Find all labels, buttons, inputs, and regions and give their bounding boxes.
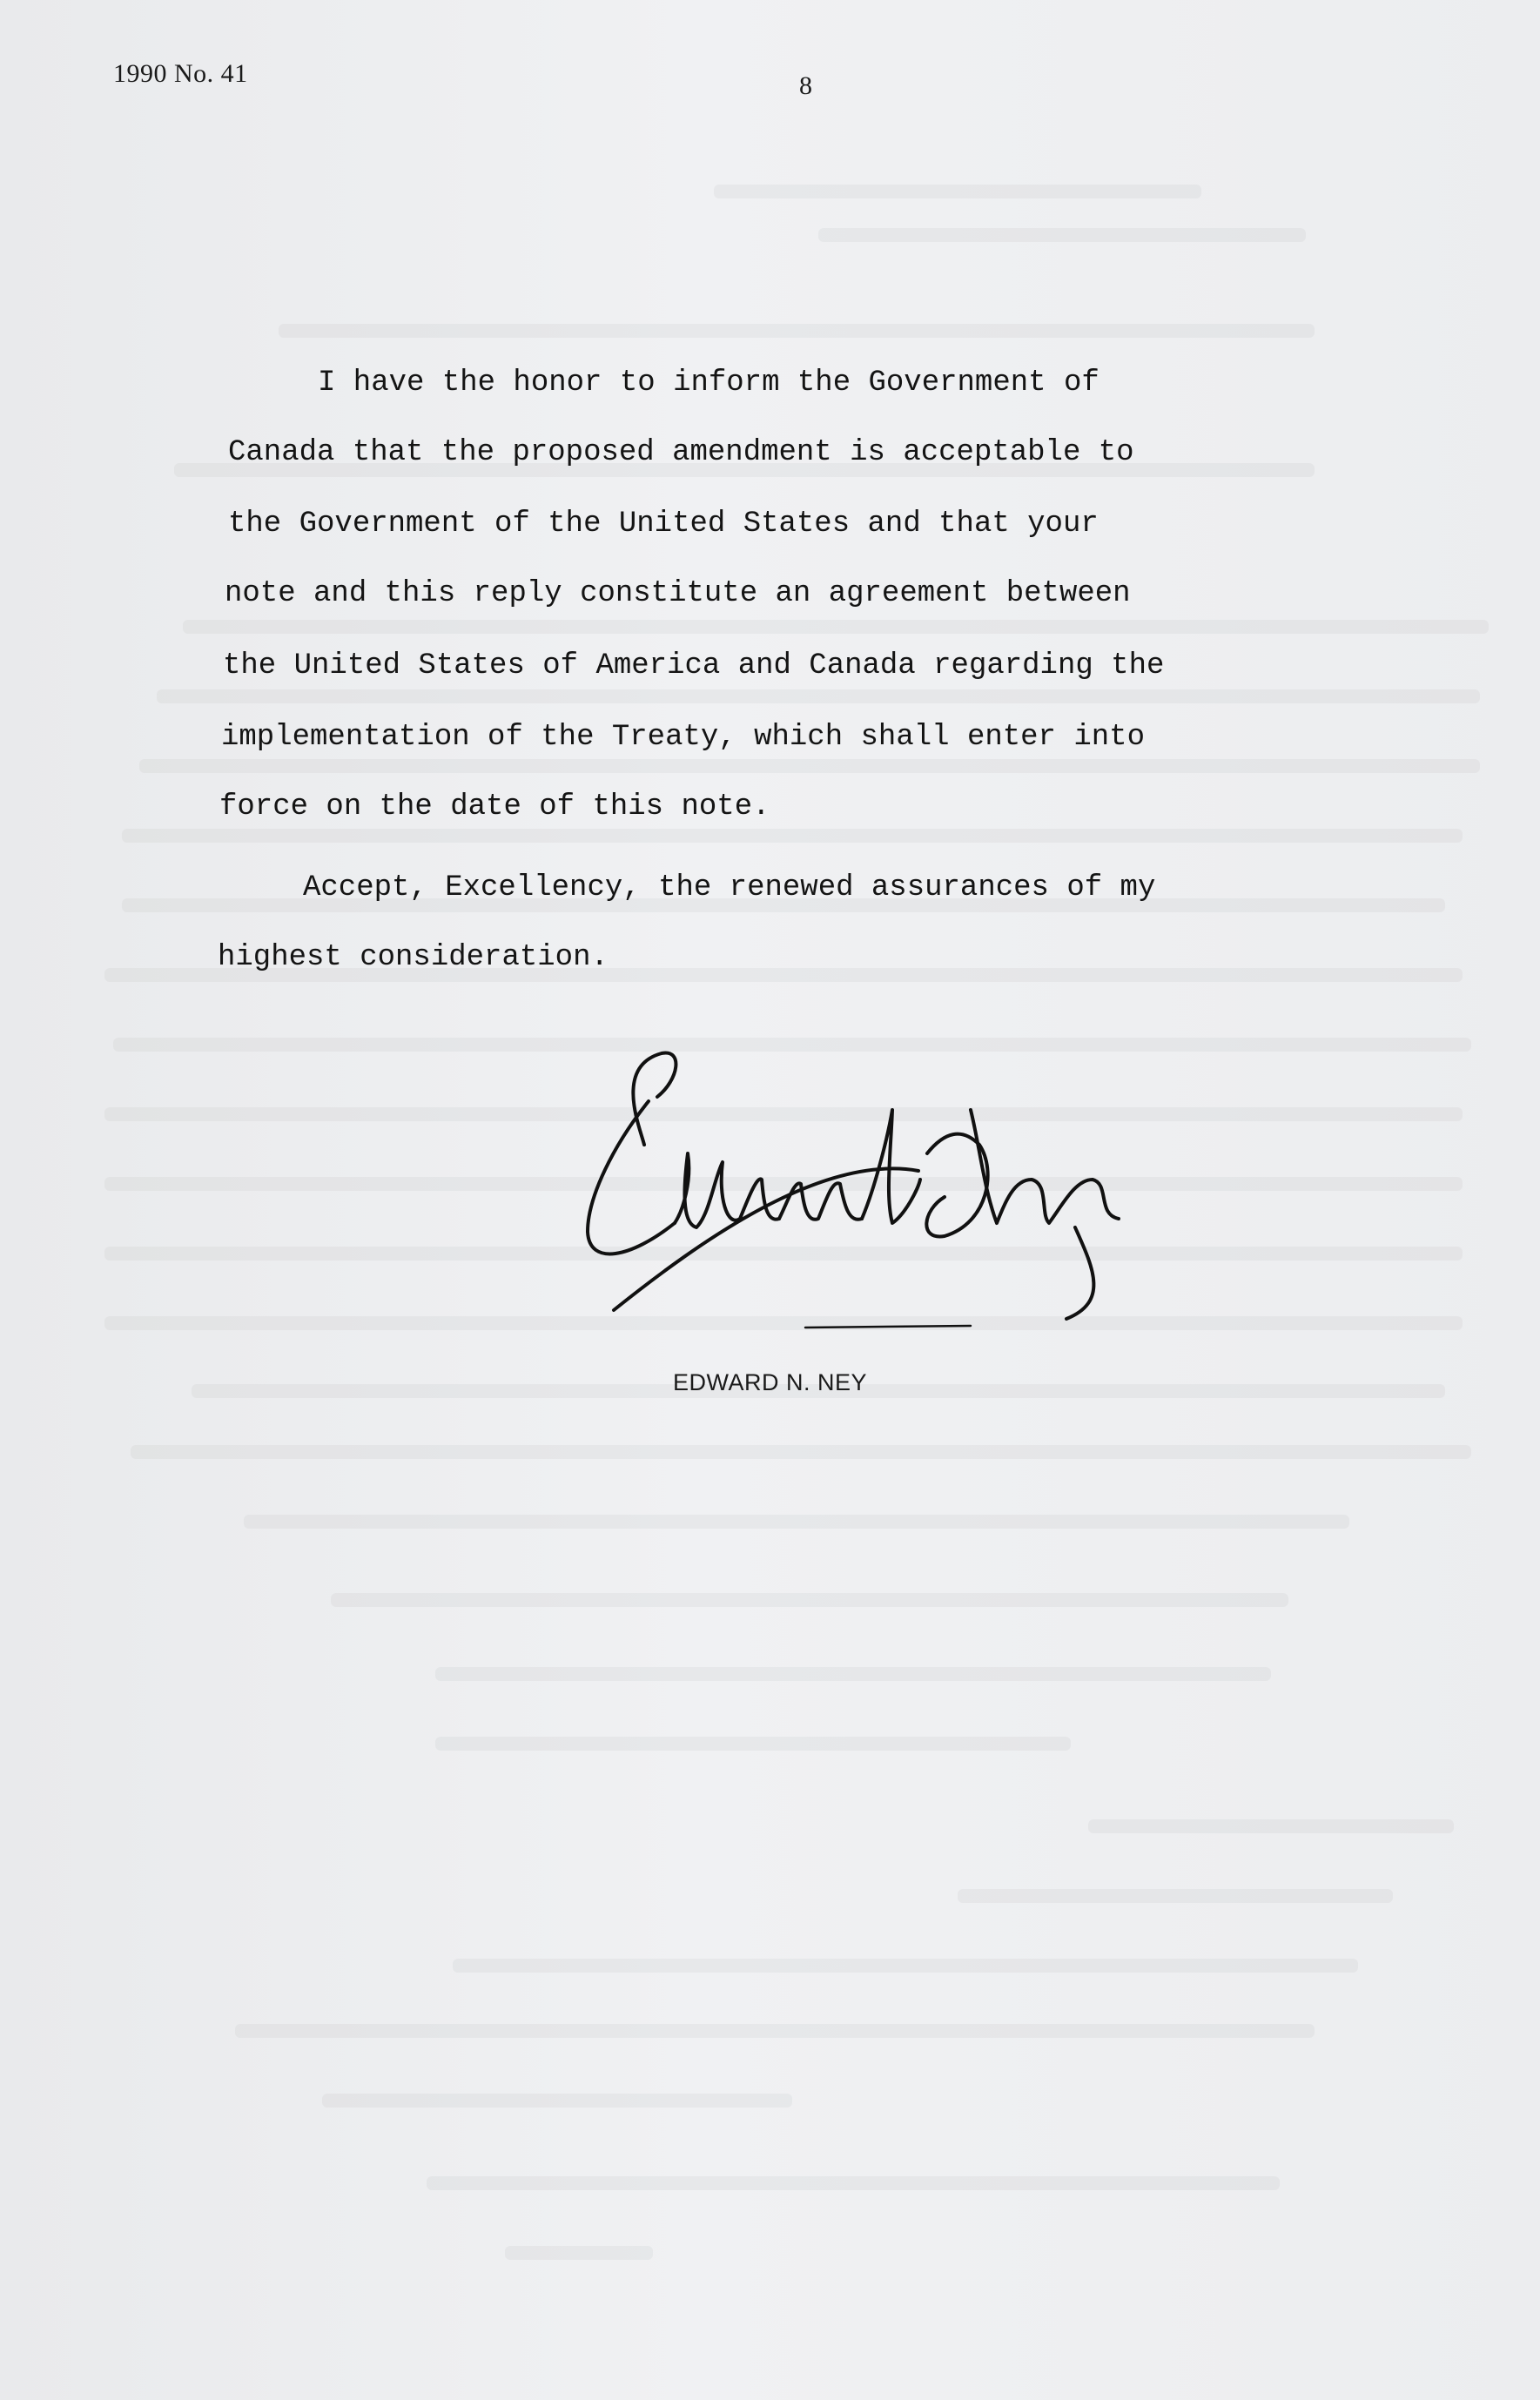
page-number: 8 xyxy=(799,71,812,100)
body-line-2: Canada that the proposed amendment is acceptable to xyxy=(228,436,1134,469)
body-line-6: implementation of the Treaty, which shall enter into xyxy=(221,721,1145,754)
gazette-year-number: 1990 No. 41 xyxy=(113,59,248,88)
body-line-7: force on the date of this note. xyxy=(219,790,770,824)
body-line-5: the United States of America and Canada regarding the xyxy=(223,649,1165,682)
body-line-9: highest consideration. xyxy=(218,941,609,974)
body-line-3: the Government of the United States and that your xyxy=(228,508,1099,541)
handwritten-signature xyxy=(509,1049,1136,1336)
body-line-1: I have the honor to inform the Government of xyxy=(318,366,1100,400)
body-line-4: note and this reply constitute an agreement between xyxy=(225,577,1131,610)
body-line-8: Accept, Excellency, the renewed assurances of my xyxy=(303,871,1156,904)
signer-name: EDWARD N. NEY xyxy=(673,1369,868,1395)
